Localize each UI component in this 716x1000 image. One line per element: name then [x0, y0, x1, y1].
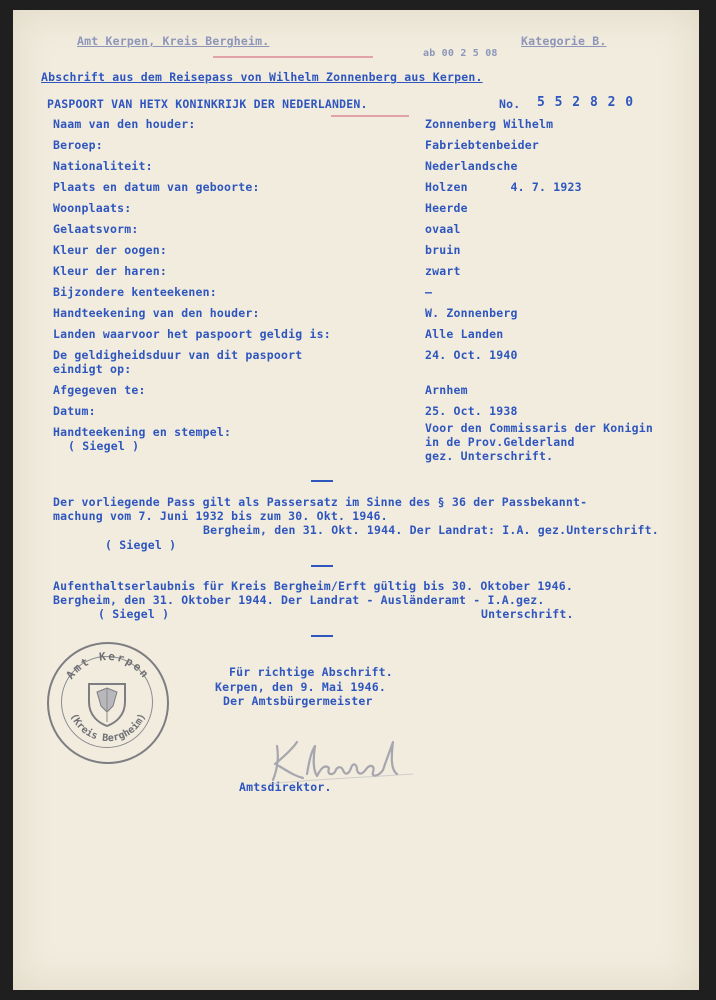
field-label: Handteekening van den houder: — [53, 306, 260, 320]
validity-line-3: Bergheim, den 31. Okt. 1944. Der Landrat: I.A. gez.Unterschrift. — [203, 523, 659, 537]
field-label: Bijzondere kenteekenen: — [53, 285, 217, 299]
field-value: ovaal — [425, 222, 461, 236]
field-value: bruin — [425, 243, 461, 257]
field-label: Kleur der haren: — [53, 264, 167, 278]
passport-number-label: No. — [499, 97, 521, 111]
field-value: Holzen 4. 7. 1923 — [425, 180, 582, 194]
stamp-ring-text — [49, 644, 167, 762]
official-stamp — [47, 642, 169, 764]
document-subtitle: Abschrift aus dem Reisepass von Wilhelm Zonnenberg aus Kerpen. — [41, 70, 483, 84]
passport-title: PASPOORT VAN HETX KONINKRIJK DER NEDERLANDEN. — [47, 97, 368, 111]
red-underline-mark — [331, 115, 409, 117]
field-label: eindigt op: — [53, 362, 132, 376]
field-value: W. Zonnenberg — [425, 306, 518, 320]
svg-text:(Kreis Bergheim) — [68, 712, 148, 744]
validity-line-1: Der vorliegende Pass gilt als Passersatz im Sinne des § 36 der Passbekannt- — [53, 495, 588, 509]
document-page — [13, 10, 699, 990]
separator-dash — [311, 480, 333, 482]
field-value: gez. Unterschrift. — [425, 449, 554, 463]
passport-number: 5 5 2 8 2 0 — [537, 95, 635, 110]
field-label: De geldigheidsduur van dit paspoort — [53, 348, 303, 362]
field-label: Landen waarvoor het paspoort geldig is: — [53, 327, 331, 341]
stamp-bottom-text: (Kreis Bergheim) — [67, 711, 149, 745]
field-value: Arnhem — [425, 383, 468, 397]
validity-seal: ( Siegel ) — [105, 538, 177, 552]
field-label: Beroep: — [53, 138, 103, 152]
field-value: Voor den Commissaris der Konigin — [425, 421, 653, 435]
field-value: 25. Oct. 1938 — [425, 404, 518, 418]
field-label: Datum: — [53, 404, 96, 418]
field-value: Heerde — [425, 201, 468, 215]
field-label: Gelaatsvorm: — [53, 222, 139, 236]
certification-line-1: Für richtige Abschrift. — [229, 665, 393, 679]
category-label: Kategorie B. — [521, 34, 607, 48]
field-value: in de Prov.Gelderland — [425, 435, 575, 449]
handwritten-signature — [263, 728, 423, 788]
residence-seal: ( Siegel ) — [98, 607, 170, 621]
residence-line-2: Bergheim, den 31. Oktober 1944. Der Landrat - Ausländeramt - I.A.gez. — [53, 593, 545, 607]
field-label: Kleur der oogen: — [53, 243, 167, 257]
office-header: Amt Kerpen, Kreis Bergheim. — [77, 34, 270, 48]
validity-line-2: machung vom 7. Juni 1932 bis zum 30. Okt. 1946. — [53, 509, 388, 523]
seal-label: ( Siegel ) — [68, 439, 140, 453]
residence-signature: Unterschrift. — [481, 607, 574, 621]
field-value: Nederlandsche — [425, 159, 518, 173]
field-value: Alle Landen — [425, 327, 504, 341]
certification-line-3: Der Amtsbürgermeister — [223, 694, 373, 708]
faint-stamp-text: ab 00 2 5 08 — [423, 48, 498, 59]
field-label: Nationaliteit: — [53, 159, 153, 173]
field-label: Handteekening en stempel: — [53, 425, 232, 439]
field-value: — — [425, 285, 433, 299]
residence-line-1: Aufenthaltserlaubnis für Kreis Bergheim/Erft gültig bis 30. Oktober 1946. — [53, 579, 574, 593]
field-label: Woonplaats: — [53, 201, 132, 215]
separator-dash — [311, 565, 333, 567]
field-value: zwart — [425, 264, 461, 278]
field-label: Naam van den houder: — [53, 117, 196, 131]
field-value: Zonnenberg Wilhelm — [425, 117, 554, 131]
field-label: Plaats en datum van geboorte: — [53, 180, 260, 194]
field-label: Afgegeven te: — [53, 383, 146, 397]
separator-dash — [311, 635, 333, 637]
field-value: 24. Oct. 1940 — [425, 348, 518, 362]
red-pencil-mark — [213, 56, 373, 58]
certification-title: Amtsdirektor. — [239, 780, 332, 794]
stamp-top-text: Amt Kerpen — [63, 649, 153, 682]
svg-text:Amt Kerpen — [64, 650, 153, 682]
certification-line-2: Kerpen, den 9. Mai 1946. — [215, 680, 386, 694]
field-value: Fabriebtenbeider — [425, 138, 539, 152]
